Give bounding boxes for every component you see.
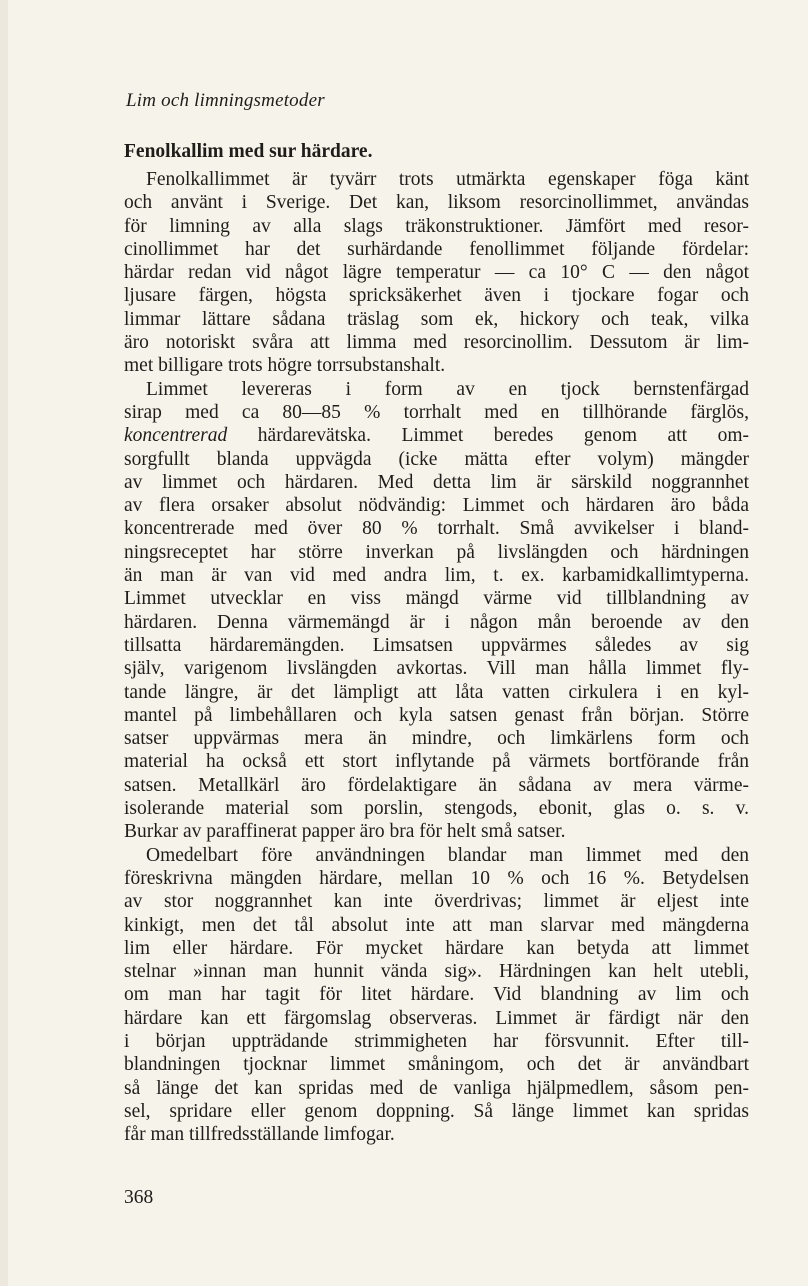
text-line: av flera orsaker absolut nödvändig: Limmet och härdaren äro båda bbox=[124, 495, 749, 517]
text-line: av limmet och härdaren. Med detta lim är särskild noggrannhet bbox=[124, 471, 749, 493]
page-number: 368 bbox=[124, 1187, 154, 1208]
text-line: än man är van vid med andra lim, t. ex. karbamidkallimtyperna. bbox=[124, 565, 749, 587]
text-line: material ha också ett stort inflytande på värmets bortförande från bbox=[124, 751, 749, 773]
running-header: Lim och limningsmetoder bbox=[126, 90, 325, 111]
text-line: limmar lättare sådana träslag som ek, hickory och teak, vilka bbox=[124, 308, 749, 330]
text-line: stelnar »innan man hunnit vända sig». Härdningen kan helt utebli, bbox=[124, 961, 749, 983]
text-line: om man har tagit för litet härdare. Vid blandning av lim och bbox=[124, 984, 749, 1006]
text-line: och använt i Sverige. Det kan, liksom resorcinollimmet, användas bbox=[124, 192, 749, 214]
text-line: i början uppträdande strimmigheten har försvunnit. Efter till- bbox=[124, 1030, 749, 1052]
text-line: får man tillfredsställande limfogar. bbox=[124, 1124, 395, 1146]
text-line: föreskrivna mängden härdare, mellan 10 % och 16 %. Betydelsen bbox=[124, 867, 749, 889]
text-line: Burkar av paraffinerat papper äro bra för helt små satser. bbox=[124, 821, 566, 843]
text-line: sirap med ca 80—85 % torrhalt med en tillhörande färglös, bbox=[124, 401, 749, 423]
text-line: satsen. Metallkärl äro fördelaktigare än sådana av mera värme- bbox=[124, 774, 749, 796]
text-line: Limmet utvecklar en viss mängd värme vid tillblandning av bbox=[124, 588, 749, 610]
text-line: satser uppvärmas mera än mindre, och limkärlens form och bbox=[124, 728, 749, 750]
paragraph-container bbox=[124, 168, 749, 1146]
text-line: Limmet levereras i form av en tjock bernstenfärgad bbox=[146, 378, 749, 400]
text-line: av stor noggrannhet kan inte överdrivas; limmet är eljest inte bbox=[124, 891, 749, 913]
text-line: kinkigt, men det tål absolut inte att man slarvar med mängderna bbox=[124, 914, 749, 936]
text-line: tillsatta härdaremängden. Limsatsen uppvärmes således av sig bbox=[124, 634, 749, 656]
text-line: Fenolkallimmet är tyvärr trots utmärkta egenskaper föga känt bbox=[146, 169, 749, 190]
text-line: lim eller härdare. För mycket härdare kan betyda att limmet bbox=[124, 937, 749, 959]
text-line: ningsreceptet har större inverkan på livslängden och härdningen bbox=[124, 541, 749, 563]
text-line: sorgfullt blanda uppvägda (icke mätta efter volym) mängder bbox=[124, 448, 749, 470]
section-heading: Fenolkallim med sur härdare. bbox=[124, 141, 373, 162]
paragraph bbox=[124, 168, 749, 378]
text-line: Omedelbart före användningen blandar man limmet med den bbox=[146, 844, 749, 866]
text-line: koncentrerad härdarevätska. Limmet beredes genom att om- bbox=[124, 425, 749, 447]
text-line: met billigare trots högre torrsubstanshalt. bbox=[124, 355, 446, 377]
text-line: härdaren. Denna värmemängd är i någon mån beroende av den bbox=[124, 611, 749, 633]
text-line: blandningen tjocknar limmet småningom, och det är användbart bbox=[124, 1054, 749, 1076]
text-line: ljusare färgen, högsta spricksäkerhet även i tjockare fogar och bbox=[124, 285, 749, 307]
text-line: så länge det kan spridas med de vanliga hjälpmedlem, såsom pen- bbox=[124, 1077, 749, 1099]
paragraph bbox=[124, 378, 749, 844]
text-line: härdare kan ett färgomslag observeras. Limmet är färdigt när den bbox=[124, 1007, 749, 1029]
paragraph bbox=[124, 844, 749, 1147]
text-line: äro notoriskt svåra att limma med resorcinollim. Dessutom är lim- bbox=[124, 332, 749, 354]
text-line: själv, varigenom livslängden avkortas. Vill man hålla limmet fly- bbox=[124, 658, 749, 680]
text-line: cinollimmet har det surhärdande fenollimmet följande fördelar: bbox=[124, 238, 749, 260]
text-line: isolerande material som porslin, stengods, ebonit, glas o. s. v. bbox=[124, 798, 749, 820]
text-line: sel, spridare eller genom doppning. Så länge limmet kan spridas bbox=[124, 1100, 749, 1122]
text-line: mantel på limbehållaren och kyla satsen genast från början. Större bbox=[124, 704, 749, 726]
text-line: tande längre, är det lämpligt att låta vatten cirkulera i en kyl- bbox=[124, 681, 749, 703]
text-line: för limning av alla slags träkonstruktioner. Jämfört med resor- bbox=[124, 215, 749, 237]
text-body bbox=[124, 140, 749, 1146]
text-line: koncentrerade med över 80 % torrhalt. Små avvikelser i bland- bbox=[124, 518, 749, 540]
text-line: härdar redan vid något lägre temperatur — ca 10° C — den något bbox=[124, 262, 749, 284]
